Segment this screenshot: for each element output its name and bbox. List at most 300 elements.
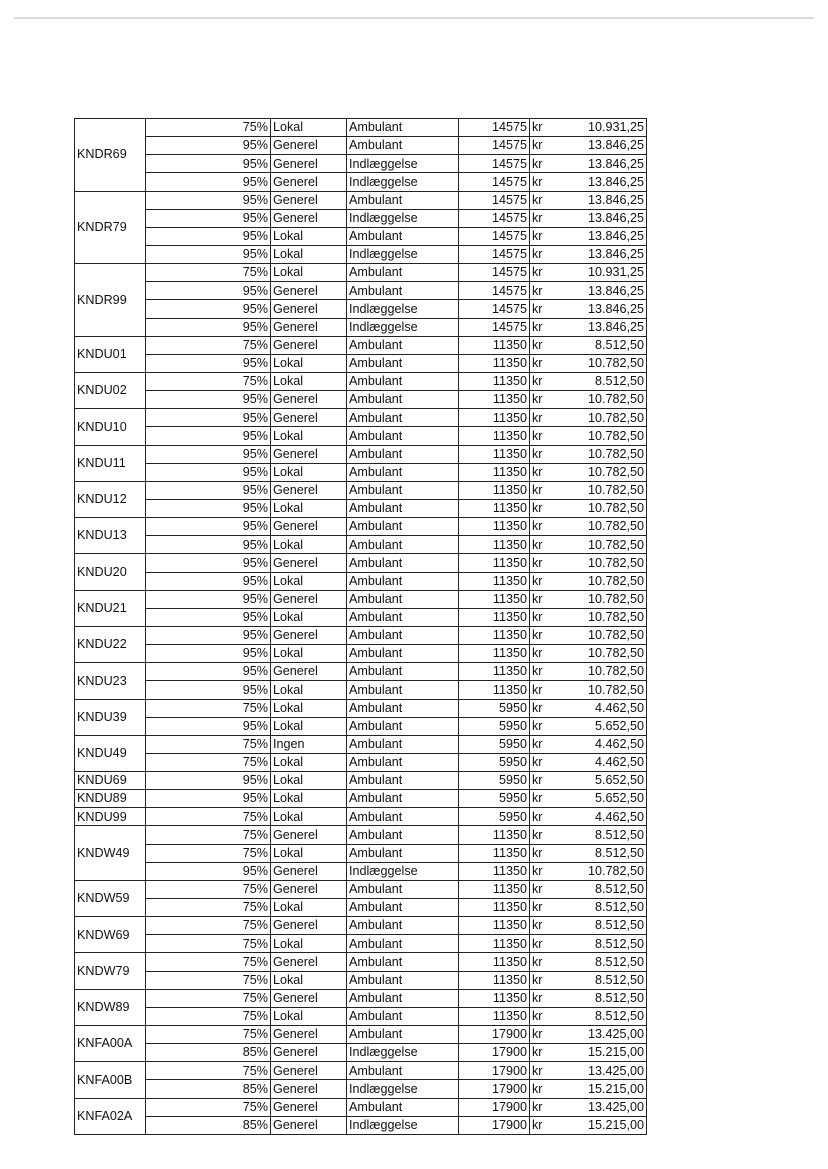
group-code-cell: KNDU02 — [75, 372, 146, 408]
percentage-cell: 75% — [146, 953, 271, 971]
amount-cell: 14575 — [459, 264, 530, 282]
kind-cell: Ambulant — [347, 572, 459, 590]
group-code-cell: KNDU69 — [75, 772, 146, 790]
percentage-cell: 75% — [146, 808, 271, 826]
value-cell: 13.846,25 — [562, 300, 647, 318]
table-row — [75, 790, 647, 808]
amount-cell: 14575 — [459, 227, 530, 245]
value-cell: 10.782,50 — [562, 499, 647, 517]
value-cell: 13.846,25 — [562, 227, 647, 245]
currency-cell: kr — [530, 862, 563, 880]
amount-cell: 11350 — [459, 354, 530, 372]
group-code-cell: KNDW49 — [75, 826, 146, 880]
table-row — [75, 554, 647, 572]
table-row — [75, 463, 647, 481]
group-code-cell: KNFA00B — [75, 1062, 146, 1098]
currency-cell: kr — [530, 463, 563, 481]
group-code-cell: KNDU99 — [75, 808, 146, 826]
table-row — [75, 645, 647, 663]
percentage-cell: 95% — [146, 590, 271, 608]
kind-cell: Ambulant — [347, 681, 459, 699]
percentage-cell: 95% — [146, 209, 271, 227]
currency-cell: kr — [530, 409, 563, 427]
kind-cell: Ambulant — [347, 554, 459, 572]
kind-cell: Ambulant — [347, 899, 459, 917]
kind-cell: Indlæggelse — [347, 1116, 459, 1134]
kind-cell: Ambulant — [347, 971, 459, 989]
table-row — [75, 137, 647, 155]
kind-cell: Indlæggelse — [347, 209, 459, 227]
percentage-cell: 95% — [146, 445, 271, 463]
table-row — [75, 953, 647, 971]
group-code-cell: KNDU20 — [75, 554, 146, 590]
kind-cell: Ambulant — [347, 354, 459, 372]
type-cell: Generel — [271, 1062, 347, 1080]
currency-cell: kr — [530, 699, 563, 717]
table-row — [75, 935, 647, 953]
kind-cell: Ambulant — [347, 427, 459, 445]
amount-cell: 11350 — [459, 336, 530, 354]
currency-cell: kr — [530, 626, 563, 644]
kind-cell: Ambulant — [347, 699, 459, 717]
value-cell: 10.931,25 — [562, 119, 647, 137]
kind-cell: Indlæggelse — [347, 1080, 459, 1098]
table-row — [75, 590, 647, 608]
currency-cell: kr — [530, 318, 563, 336]
currency-cell: kr — [530, 681, 563, 699]
type-cell: Generel — [271, 155, 347, 173]
percentage-cell: 95% — [146, 518, 271, 536]
table-row — [75, 699, 647, 717]
type-cell: Generel — [271, 1044, 347, 1062]
tariff-table-body — [75, 119, 647, 1135]
amount-cell: 11350 — [459, 826, 530, 844]
table-row — [75, 753, 647, 771]
kind-cell: Ambulant — [347, 191, 459, 209]
amount-cell: 14575 — [459, 191, 530, 209]
percentage-cell: 95% — [146, 354, 271, 372]
type-cell: Generel — [271, 209, 347, 227]
amount-cell: 11350 — [459, 1007, 530, 1025]
value-cell: 8.512,50 — [562, 917, 647, 935]
value-cell: 13.846,25 — [562, 209, 647, 227]
table-row — [75, 354, 647, 372]
kind-cell: Ambulant — [347, 953, 459, 971]
type-cell: Lokal — [271, 645, 347, 663]
currency-cell: kr — [530, 354, 563, 372]
table-row — [75, 318, 647, 336]
value-cell: 10.782,50 — [562, 518, 647, 536]
table-row — [75, 808, 647, 826]
type-cell: Lokal — [271, 499, 347, 517]
currency-cell: kr — [530, 953, 563, 971]
value-cell: 10.782,50 — [562, 354, 647, 372]
value-cell: 10.782,50 — [562, 427, 647, 445]
value-cell: 13.846,25 — [562, 282, 647, 300]
percentage-cell: 75% — [146, 1062, 271, 1080]
percentage-cell: 75% — [146, 917, 271, 935]
kind-cell: Ambulant — [347, 735, 459, 753]
table-row — [75, 282, 647, 300]
kind-cell: Ambulant — [347, 753, 459, 771]
value-cell: 15.215,00 — [562, 1080, 647, 1098]
table-row — [75, 445, 647, 463]
kind-cell: Indlæggelse — [347, 1044, 459, 1062]
table-row — [75, 971, 647, 989]
currency-cell: kr — [530, 536, 563, 554]
currency-cell: kr — [530, 1098, 563, 1116]
currency-cell: kr — [530, 971, 563, 989]
table-row — [75, 663, 647, 681]
table-row — [75, 735, 647, 753]
currency-cell: kr — [530, 989, 563, 1007]
group-code-cell: KNDW79 — [75, 953, 146, 989]
type-cell: Lokal — [271, 245, 347, 263]
type-cell: Lokal — [271, 227, 347, 245]
type-cell: Lokal — [271, 844, 347, 862]
value-cell: 15.215,00 — [562, 1044, 647, 1062]
currency-cell: kr — [530, 1116, 563, 1134]
kind-cell: Ambulant — [347, 1062, 459, 1080]
value-cell: 10.782,50 — [562, 862, 647, 880]
currency-cell: kr — [530, 391, 563, 409]
amount-cell: 14575 — [459, 173, 530, 191]
kind-cell: Ambulant — [347, 717, 459, 735]
type-cell: Generel — [271, 191, 347, 209]
percentage-cell: 75% — [146, 753, 271, 771]
type-cell: Generel — [271, 862, 347, 880]
amount-cell: 5950 — [459, 772, 530, 790]
type-cell: Lokal — [271, 1007, 347, 1025]
percentage-cell: 95% — [146, 772, 271, 790]
amount-cell: 11350 — [459, 554, 530, 572]
value-cell: 8.512,50 — [562, 953, 647, 971]
value-cell: 10.782,50 — [562, 590, 647, 608]
group-code-cell: KNDU89 — [75, 790, 146, 808]
table-row — [75, 264, 647, 282]
table-row — [75, 717, 647, 735]
percentage-cell: 95% — [146, 463, 271, 481]
type-cell: Generel — [271, 1026, 347, 1044]
table-row — [75, 1098, 647, 1116]
kind-cell: Indlæggelse — [347, 155, 459, 173]
table-row — [75, 681, 647, 699]
type-cell: Lokal — [271, 753, 347, 771]
amount-cell: 14575 — [459, 137, 530, 155]
value-cell: 8.512,50 — [562, 844, 647, 862]
percentage-cell: 75% — [146, 1098, 271, 1116]
value-cell: 13.846,25 — [562, 191, 647, 209]
kind-cell: Ambulant — [347, 826, 459, 844]
group-code-cell: KNDR79 — [75, 191, 146, 264]
kind-cell: Ambulant — [347, 445, 459, 463]
currency-cell: kr — [530, 264, 563, 282]
group-code-cell: KNFA00A — [75, 1026, 146, 1062]
amount-cell: 11350 — [459, 608, 530, 626]
amount-cell: 11350 — [459, 663, 530, 681]
group-code-cell: KNDU22 — [75, 626, 146, 662]
kind-cell: Ambulant — [347, 590, 459, 608]
amount-cell: 5950 — [459, 753, 530, 771]
kind-cell: Indlæggelse — [347, 173, 459, 191]
table-row — [75, 119, 647, 137]
table-row — [75, 626, 647, 644]
currency-cell: kr — [530, 1080, 563, 1098]
kind-cell: Ambulant — [347, 645, 459, 663]
page-top-rule — [14, 17, 814, 19]
type-cell: Lokal — [271, 608, 347, 626]
value-cell: 8.512,50 — [562, 989, 647, 1007]
kind-cell: Ambulant — [347, 518, 459, 536]
percentage-cell: 75% — [146, 826, 271, 844]
group-code-cell: KNDW69 — [75, 917, 146, 953]
type-cell: Generel — [271, 137, 347, 155]
type-cell: Generel — [271, 336, 347, 354]
type-cell: Generel — [271, 300, 347, 318]
value-cell: 10.782,50 — [562, 463, 647, 481]
table-row — [75, 536, 647, 554]
amount-cell: 14575 — [459, 155, 530, 173]
percentage-cell: 95% — [146, 282, 271, 300]
table-row — [75, 772, 647, 790]
amount-cell: 14575 — [459, 282, 530, 300]
kind-cell: Ambulant — [347, 772, 459, 790]
table-row — [75, 481, 647, 499]
currency-cell: kr — [530, 227, 563, 245]
amount-cell: 17900 — [459, 1044, 530, 1062]
value-cell: 4.462,50 — [562, 808, 647, 826]
percentage-cell: 95% — [146, 481, 271, 499]
kind-cell: Ambulant — [347, 626, 459, 644]
percentage-cell: 95% — [146, 862, 271, 880]
kind-cell: Ambulant — [347, 608, 459, 626]
kind-cell: Ambulant — [347, 391, 459, 409]
value-cell: 8.512,50 — [562, 372, 647, 390]
percentage-cell: 75% — [146, 119, 271, 137]
currency-cell: kr — [530, 1044, 563, 1062]
kind-cell: Ambulant — [347, 808, 459, 826]
kind-cell: Ambulant — [347, 1007, 459, 1025]
table-row — [75, 1044, 647, 1062]
value-cell: 13.846,25 — [562, 173, 647, 191]
percentage-cell: 75% — [146, 899, 271, 917]
group-code-cell: KNDU11 — [75, 445, 146, 481]
currency-cell: kr — [530, 608, 563, 626]
type-cell: Generel — [271, 409, 347, 427]
currency-cell: kr — [530, 336, 563, 354]
currency-cell: kr — [530, 590, 563, 608]
type-cell: Generel — [271, 481, 347, 499]
table-row — [75, 826, 647, 844]
currency-cell: kr — [530, 772, 563, 790]
percentage-cell: 95% — [146, 227, 271, 245]
kind-cell: Ambulant — [347, 282, 459, 300]
table-row — [75, 191, 647, 209]
percentage-cell: 95% — [146, 155, 271, 173]
amount-cell: 11350 — [459, 626, 530, 644]
percentage-cell: 95% — [146, 626, 271, 644]
amount-cell: 11350 — [459, 427, 530, 445]
percentage-cell: 95% — [146, 645, 271, 663]
percentage-cell: 95% — [146, 173, 271, 191]
percentage-cell: 95% — [146, 536, 271, 554]
type-cell: Lokal — [271, 699, 347, 717]
currency-cell: kr — [530, 935, 563, 953]
table-row — [75, 155, 647, 173]
currency-cell: kr — [530, 880, 563, 898]
currency-cell: kr — [530, 191, 563, 209]
percentage-cell: 95% — [146, 409, 271, 427]
percentage-cell: 75% — [146, 699, 271, 717]
amount-cell: 17900 — [459, 1098, 530, 1116]
amount-cell: 11350 — [459, 935, 530, 953]
amount-cell: 17900 — [459, 1062, 530, 1080]
value-cell: 4.462,50 — [562, 753, 647, 771]
value-cell: 13.846,25 — [562, 155, 647, 173]
currency-cell: kr — [530, 499, 563, 517]
currency-cell: kr — [530, 554, 563, 572]
value-cell: 10.782,50 — [562, 663, 647, 681]
value-cell: 10.782,50 — [562, 608, 647, 626]
table-row — [75, 209, 647, 227]
type-cell: Lokal — [271, 463, 347, 481]
type-cell: Generel — [271, 318, 347, 336]
value-cell: 10.782,50 — [562, 681, 647, 699]
kind-cell: Ambulant — [347, 409, 459, 427]
amount-cell: 11350 — [459, 409, 530, 427]
type-cell: Lokal — [271, 427, 347, 445]
currency-cell: kr — [530, 663, 563, 681]
amount-cell: 11350 — [459, 536, 530, 554]
percentage-cell: 95% — [146, 554, 271, 572]
currency-cell: kr — [530, 735, 563, 753]
amount-cell: 11350 — [459, 899, 530, 917]
amount-cell: 17900 — [459, 1080, 530, 1098]
percentage-cell: 95% — [146, 245, 271, 263]
kind-cell: Ambulant — [347, 1098, 459, 1116]
percentage-cell: 75% — [146, 735, 271, 753]
table-row — [75, 1080, 647, 1098]
value-cell: 10.782,50 — [562, 626, 647, 644]
kind-cell: Ambulant — [347, 137, 459, 155]
value-cell: 10.931,25 — [562, 264, 647, 282]
table-row — [75, 173, 647, 191]
type-cell: Lokal — [271, 354, 347, 372]
value-cell: 15.215,00 — [562, 1116, 647, 1134]
type-cell: Generel — [271, 173, 347, 191]
currency-cell: kr — [530, 372, 563, 390]
value-cell: 13.425,00 — [562, 1098, 647, 1116]
type-cell: Lokal — [271, 808, 347, 826]
amount-cell: 11350 — [459, 499, 530, 517]
group-code-cell: KNFA02A — [75, 1098, 146, 1134]
currency-cell: kr — [530, 899, 563, 917]
table-row — [75, 372, 647, 390]
kind-cell: Ambulant — [347, 917, 459, 935]
table-row — [75, 1007, 647, 1025]
group-code-cell: KNDU39 — [75, 699, 146, 735]
percentage-cell: 95% — [146, 717, 271, 735]
kind-cell: Ambulant — [347, 880, 459, 898]
amount-cell: 11350 — [459, 590, 530, 608]
value-cell: 10.782,50 — [562, 645, 647, 663]
amount-cell: 14575 — [459, 209, 530, 227]
type-cell: Ingen — [271, 735, 347, 753]
type-cell: Lokal — [271, 264, 347, 282]
group-code-cell: KNDW59 — [75, 880, 146, 916]
amount-cell: 11350 — [459, 953, 530, 971]
percentage-cell: 95% — [146, 300, 271, 318]
type-cell: Lokal — [271, 790, 347, 808]
currency-cell: kr — [530, 481, 563, 499]
table-row — [75, 391, 647, 409]
table-row — [75, 844, 647, 862]
type-cell: Generel — [271, 1098, 347, 1116]
currency-cell: kr — [530, 209, 563, 227]
currency-cell: kr — [530, 1026, 563, 1044]
kind-cell: Indlæggelse — [347, 318, 459, 336]
type-cell: Generel — [271, 880, 347, 898]
percentage-cell: 75% — [146, 264, 271, 282]
type-cell: Lokal — [271, 971, 347, 989]
currency-cell: kr — [530, 753, 563, 771]
currency-cell: kr — [530, 300, 563, 318]
amount-cell: 11350 — [459, 844, 530, 862]
currency-cell: kr — [530, 844, 563, 862]
value-cell: 10.782,50 — [562, 391, 647, 409]
table-row — [75, 989, 647, 1007]
currency-cell: kr — [530, 173, 563, 191]
type-cell: Generel — [271, 590, 347, 608]
table-row — [75, 409, 647, 427]
table-row — [75, 1062, 647, 1080]
tariff-table — [74, 118, 647, 1135]
currency-cell: kr — [530, 645, 563, 663]
percentage-cell: 85% — [146, 1044, 271, 1062]
table-row — [75, 227, 647, 245]
currency-cell: kr — [530, 1007, 563, 1025]
type-cell: Lokal — [271, 772, 347, 790]
amount-cell: 11350 — [459, 880, 530, 898]
kind-cell: Indlæggelse — [347, 862, 459, 880]
table-row — [75, 608, 647, 626]
type-cell: Lokal — [271, 572, 347, 590]
type-cell: Generel — [271, 445, 347, 463]
percentage-cell: 75% — [146, 880, 271, 898]
value-cell: 8.512,50 — [562, 971, 647, 989]
amount-cell: 11350 — [459, 645, 530, 663]
type-cell: Lokal — [271, 119, 347, 137]
currency-cell: kr — [530, 445, 563, 463]
percentage-cell: 75% — [146, 844, 271, 862]
type-cell: Generel — [271, 282, 347, 300]
kind-cell: Indlæggelse — [347, 300, 459, 318]
group-code-cell: KNDU21 — [75, 590, 146, 626]
kind-cell: Ambulant — [347, 844, 459, 862]
amount-cell: 11350 — [459, 572, 530, 590]
group-code-cell: KNDU01 — [75, 336, 146, 372]
amount-cell: 17900 — [459, 1026, 530, 1044]
table-row — [75, 336, 647, 354]
type-cell: Lokal — [271, 372, 347, 390]
amount-cell: 14575 — [459, 245, 530, 263]
currency-cell: kr — [530, 137, 563, 155]
amount-cell: 11350 — [459, 518, 530, 536]
percentage-cell: 75% — [146, 1026, 271, 1044]
percentage-cell: 95% — [146, 681, 271, 699]
group-code-cell: KNDU49 — [75, 735, 146, 771]
amount-cell: 14575 — [459, 119, 530, 137]
